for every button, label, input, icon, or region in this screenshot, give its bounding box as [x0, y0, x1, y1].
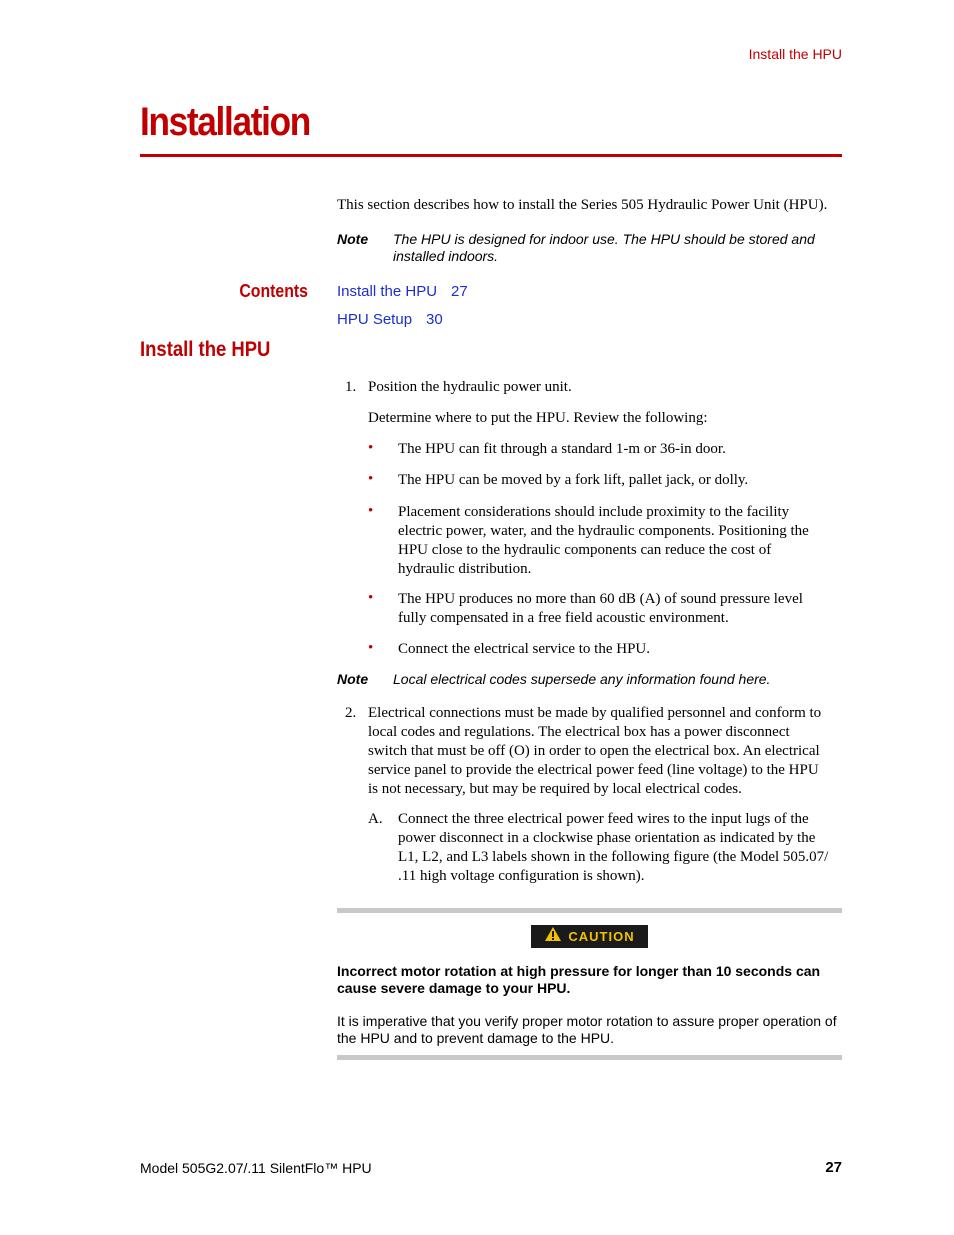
chapter-title: Installation: [140, 100, 310, 144]
toc-item-install-hpu[interactable]: [337, 283, 468, 300]
toc-item-label: Install the HPU: [337, 283, 438, 300]
running-header: Install the HPU: [748, 46, 842, 62]
bullet-marker: •: [368, 471, 374, 487]
step-1-number: 1.: [345, 379, 357, 395]
caution-top-rule: [337, 908, 842, 913]
note-line-2: installed indoors.: [393, 248, 499, 264]
step-2-number: 2.: [345, 705, 357, 721]
caution-bottom-rule: [337, 1055, 842, 1060]
caution-warning-text: Incorrect motor rotation at high pressure for longer than 10 seconds can cause severe damage to your HPU.: [337, 963, 821, 996]
step-1-text: Position the hydraulic power unit.: [368, 379, 572, 395]
step-2-text: Electrical connections must be made by qualified personnel and conform to local codes and regulations. The electrical box has a power disconnect switch that must be off (O) in order to open the electrical box. An electrical service panel to provide the electrical power feed (line voltage) to the HPU is not necessary, but may be required by local electrical codes.: [368, 705, 822, 797]
bullet-item-3: Placement considerations should include proximity to the facility electric power, water, and the hydraulic components. Positioning the HPU close to the hydraulic components can reduce the cost of hydraulic distribution.: [398, 504, 809, 577]
caution-label: CAUTION: [568, 929, 635, 944]
intro-paragraph: This section describes how to install the Series 505 Hydraulic Power Unit (HPU).: [337, 197, 828, 213]
bullet-item-5: Connect the electrical service to the HPU.: [398, 641, 650, 657]
bullet-item-2: The HPU can be moved by a fork lift, pallet jack, or dolly.: [398, 472, 749, 488]
section-heading: Install the HPU: [140, 338, 271, 361]
bullet-marker: •: [368, 640, 374, 656]
toc-item-page: 30: [426, 311, 443, 328]
note-2-text: Local electrical codes supersede any information found here.: [393, 671, 771, 687]
step-1-sub: Determine where to put the HPU. Review the following:: [368, 410, 708, 426]
footer-model: Model 505G2.07/.11 SilentFlo™ HPU: [140, 1160, 372, 1176]
contents-label: Contents: [239, 281, 308, 301]
note-label: Note: [337, 231, 369, 247]
bullet-item-4: The HPU produces no more than 60 dB (A) of sound pressure level fully compensated in a free field acoustic environment.: [398, 591, 803, 626]
caution-body-text: It is imperative that you verify proper motor rotation to assure proper operation of the HPU and to prevent damage to the HPU.: [337, 1013, 837, 1046]
step-2a-text: Connect the three electrical power feed wires to the input lugs of the power disconnect in a clockwise phase orientation as indicated by the L1, L2, and L3 labels shown in the following figure (the Model 505.07/ .11 high voltage configuration is shown).: [398, 811, 829, 884]
bullet-item-1: The HPU can fit through a standard 1-m or 36-in door.: [398, 441, 726, 457]
bullet-marker: •: [368, 503, 374, 519]
warning-triangle-icon: [544, 926, 562, 947]
note-line-1: The HPU is designed for indoor use. The HPU should be stored and: [393, 231, 815, 247]
step-2a-letter: A.: [368, 811, 383, 827]
footer-page-number: 27: [825, 1159, 842, 1176]
title-rule: [140, 154, 842, 157]
note-2-label: Note: [337, 671, 369, 687]
bullet-marker: •: [368, 590, 374, 606]
toc-item-page: 27: [451, 283, 468, 300]
caution-badge: [531, 925, 648, 948]
toc-item-hpu-setup[interactable]: [337, 311, 443, 328]
bullet-marker: •: [368, 440, 374, 456]
toc-item-label: HPU Setup: [337, 311, 413, 328]
